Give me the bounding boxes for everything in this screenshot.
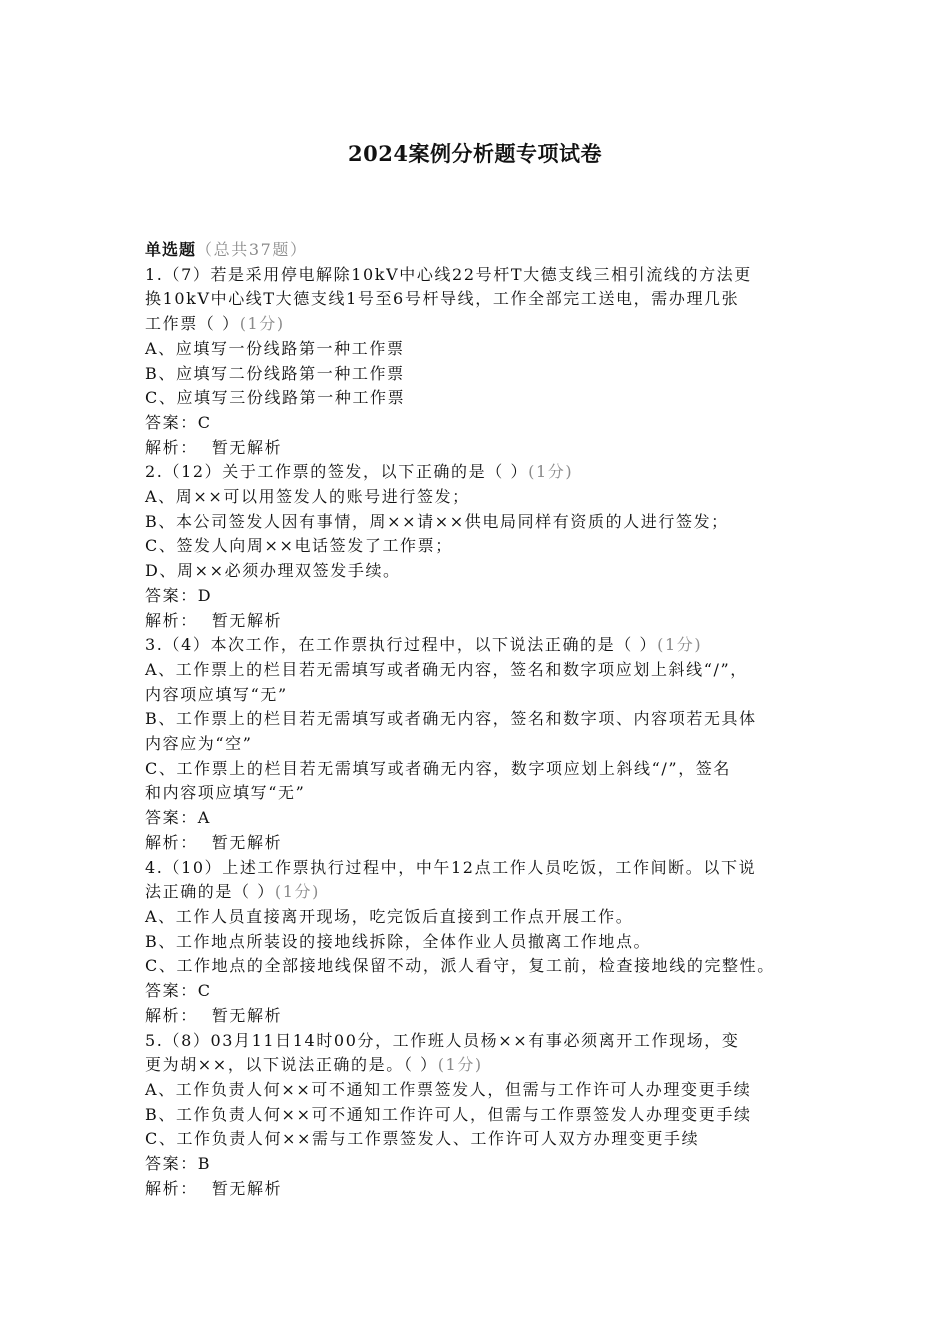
- analysis-text: 暂无解析: [211, 610, 283, 630]
- question-list: [145, 238, 825, 1201]
- question-stem-text: 3.（4）本次工作，在工作票执行过程中，以下说法正确的是（ ）: [145, 635, 658, 655]
- question-stem-line: [145, 312, 825, 337]
- analysis-label: 解析：: [145, 832, 198, 852]
- question-stem-line: [145, 856, 825, 881]
- question-stem-line: [145, 880, 825, 905]
- answer-option: 内容应为“空”: [145, 734, 253, 754]
- analysis-line: [145, 831, 825, 856]
- answer-option: B、应填写二份线路第一种工作票: [145, 363, 405, 383]
- question-stem-text: 工作票（ ）: [145, 314, 240, 334]
- answer-key: 答案：C: [145, 981, 212, 1001]
- question-score: (1分): [274, 882, 320, 902]
- question-score: (1分): [657, 635, 703, 655]
- answer-option: A、工作人员直接离开现场，吃完饭后直接到工作点开展工作。: [145, 906, 634, 926]
- answer-option: A、工作负责人何××可不通知工作票签发人，但需与工作许可人办理变更手续: [145, 1079, 752, 1099]
- question-item: [145, 856, 825, 1029]
- answer-option: B、本公司签发人因有事情，周××请××供电局同样有资质的人进行签发；: [145, 511, 729, 531]
- answer-option: D、周××必须办理双签发手续。: [145, 561, 401, 581]
- analysis-line: [145, 436, 825, 461]
- answer-key: 答案：A: [145, 808, 211, 828]
- analysis-text: 暂无解析: [211, 1178, 283, 1198]
- analysis-label: 解析：: [145, 1005, 198, 1025]
- question-item: [145, 263, 825, 461]
- analysis-label: 解析：: [145, 1178, 198, 1198]
- answer-option: A、工作票上的栏目若无需填写或者确无内容，签名和数字项应划上斜线“/”，: [145, 659, 748, 679]
- answer-option: A、周××可以用签发人的账号进行签发；: [145, 487, 470, 507]
- question-score: (1分): [437, 1055, 483, 1075]
- question-stem-line: [145, 1029, 825, 1054]
- answer-key: 答案：D: [145, 585, 213, 605]
- answer-option: B、工作负责人何××可不通知工作许可人，但需与工作票签发人办理变更手续: [145, 1104, 752, 1124]
- answer-option: 和内容项应填写“无”: [145, 783, 306, 803]
- question-item: [145, 633, 825, 855]
- question-stem-line: [145, 460, 825, 485]
- answer-option: C、签发人向周××电话签发了工作票；: [145, 536, 453, 556]
- answer-option: C、工作负责人何××需与工作票签发人、工作许可人双方办理变更手续: [145, 1129, 700, 1149]
- answer-option: C、工作地点的全部接地线保留不动，派人看守，复工前，检查接地线的完整性。: [145, 956, 775, 976]
- analysis-text: 暂无解析: [211, 1005, 283, 1025]
- question-stem-text: 2.（12）关于工作票的签发，以下正确的是（ ）: [145, 462, 529, 482]
- question-stem-line: [145, 287, 825, 312]
- answer-key: 答案：C: [145, 412, 212, 432]
- questions-container: [145, 263, 825, 1202]
- analysis-line: [145, 609, 825, 634]
- question-stem-text: 法正确的是（ ）: [145, 882, 275, 902]
- question-score: (1分): [239, 314, 285, 334]
- answer-option: A、应填写一份线路第一种工作票: [145, 338, 405, 358]
- analysis-label: 解析：: [145, 610, 198, 630]
- analysis-label: 解析：: [145, 437, 198, 457]
- question-stem-text: 4.（10）上述工作票执行过程中，中午12点工作人员吃饭，工作间断。以下说: [145, 857, 757, 877]
- answer-option: C、应填写三份线路第一种工作票: [145, 388, 406, 408]
- answer-option: C、工作票上的栏目若无需填写或者确无内容，数字项应划上斜线“/”，签名: [145, 758, 731, 778]
- question-item: [145, 1029, 825, 1202]
- question-stem-text: 更为胡××，以下说法正确的是。（ ）: [145, 1055, 438, 1075]
- document-title: 2024案例分析题专项试卷: [348, 141, 602, 166]
- analysis-text: 暂无解析: [211, 437, 283, 457]
- analysis-line: [145, 1177, 825, 1202]
- question-stem-line: [145, 633, 825, 658]
- question-score: (1分): [528, 462, 574, 482]
- answer-option: B、工作地点所装设的接地线拆除，全体作业人员撤离工作地点。: [145, 931, 652, 951]
- section-count: （总共37题）: [196, 240, 308, 259]
- question-stem-line: [145, 1053, 825, 1078]
- analysis-text: 暂无解析: [211, 832, 283, 852]
- answer-key: 答案：B: [145, 1154, 212, 1174]
- question-stem-text: 5.（8）03月11日14时00分，工作班人员杨××有事必须离开工作现场，变: [145, 1030, 740, 1050]
- question-stem-text: 换10kV中心线T大德支线1号至6号杆导线，工作全部完工送电，需办理几张: [145, 289, 740, 309]
- question-stem-line: [145, 263, 825, 288]
- section-header: [145, 238, 825, 263]
- section-label: 单选题: [145, 240, 197, 259]
- answer-option: 内容项应填写“无”: [145, 684, 288, 704]
- answer-option: B、工作票上的栏目若无需填写或者确无内容，签名和数字项、内容项若无具体: [145, 709, 757, 729]
- question-item: [145, 460, 825, 633]
- analysis-line: [145, 1004, 825, 1029]
- question-stem-text: 1.（7）若是采用停电解除10kV中心线22号杆T大德支线三相引流线的方法更: [145, 264, 752, 284]
